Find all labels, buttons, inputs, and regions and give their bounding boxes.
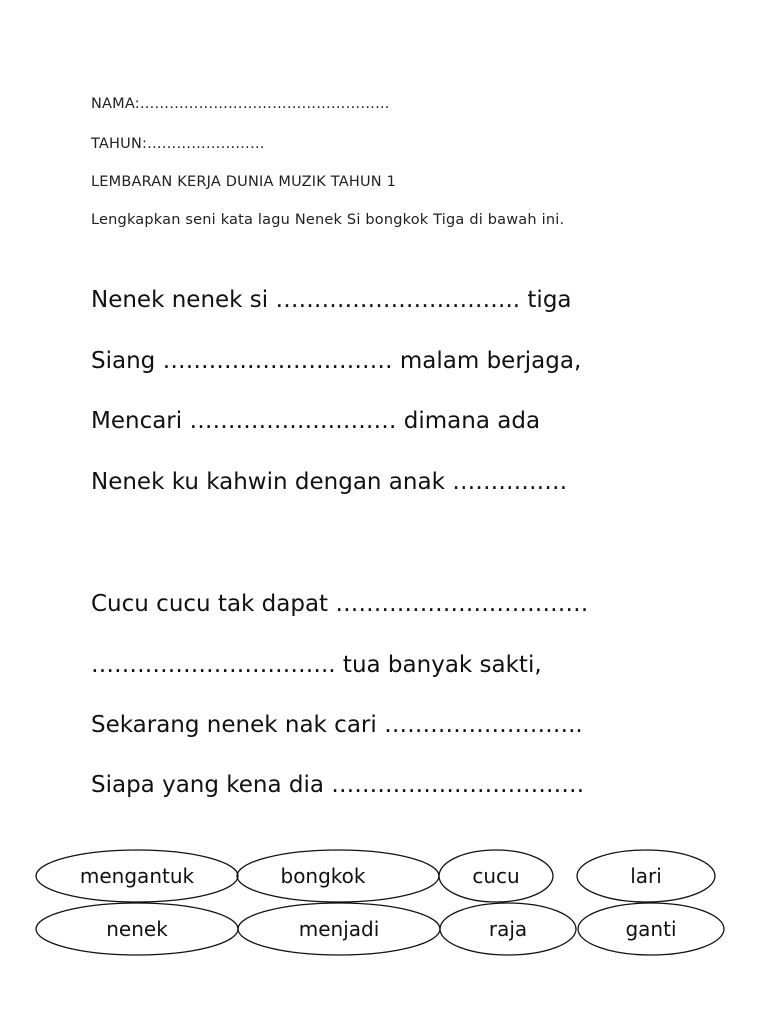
lyric-line: Mencari ……………………… dimana ada bbox=[91, 408, 541, 434]
word-option[interactable]: lari bbox=[630, 864, 662, 888]
word-option[interactable]: cucu bbox=[472, 864, 520, 888]
worksheet-title: LEMBARAN KERJA DUNIA MUZIK TAHUN 1 bbox=[91, 174, 397, 190]
word-option[interactable]: raja bbox=[488, 917, 528, 941]
word-option[interactable]: menjadi bbox=[298, 917, 380, 941]
lyric-line: Siapa yang kena dia …………………………… bbox=[91, 772, 585, 798]
lyric-line: ………………………….. tua banyak sakti, bbox=[91, 652, 542, 678]
name-field[interactable]: NAMA:…………………………………………… bbox=[91, 96, 390, 112]
word-option[interactable]: nenek bbox=[106, 917, 168, 941]
word-option[interactable]: mengantuk bbox=[79, 864, 195, 888]
word-option[interactable]: bongkok bbox=[280, 864, 366, 888]
lyric-line: Nenek nenek si ………………………….. tiga bbox=[91, 287, 572, 313]
lyric-line: Cucu cucu tak dapat …………………………… bbox=[91, 591, 589, 617]
lyric-line: Sekarang nenek nak cari …………………….. bbox=[91, 712, 583, 738]
instruction-text: Lengkapkan seni kata lagu Nenek Si bongkok Tiga di bawah ini. bbox=[91, 212, 565, 228]
word-option[interactable]: ganti bbox=[625, 917, 677, 941]
lyric-line: Nenek ku kahwin dengan anak …………… bbox=[91, 469, 568, 495]
year-field[interactable]: TAHUN:…………………… bbox=[91, 136, 265, 152]
lyric-line: Siang ………………………… malam berjaga, bbox=[91, 348, 582, 374]
